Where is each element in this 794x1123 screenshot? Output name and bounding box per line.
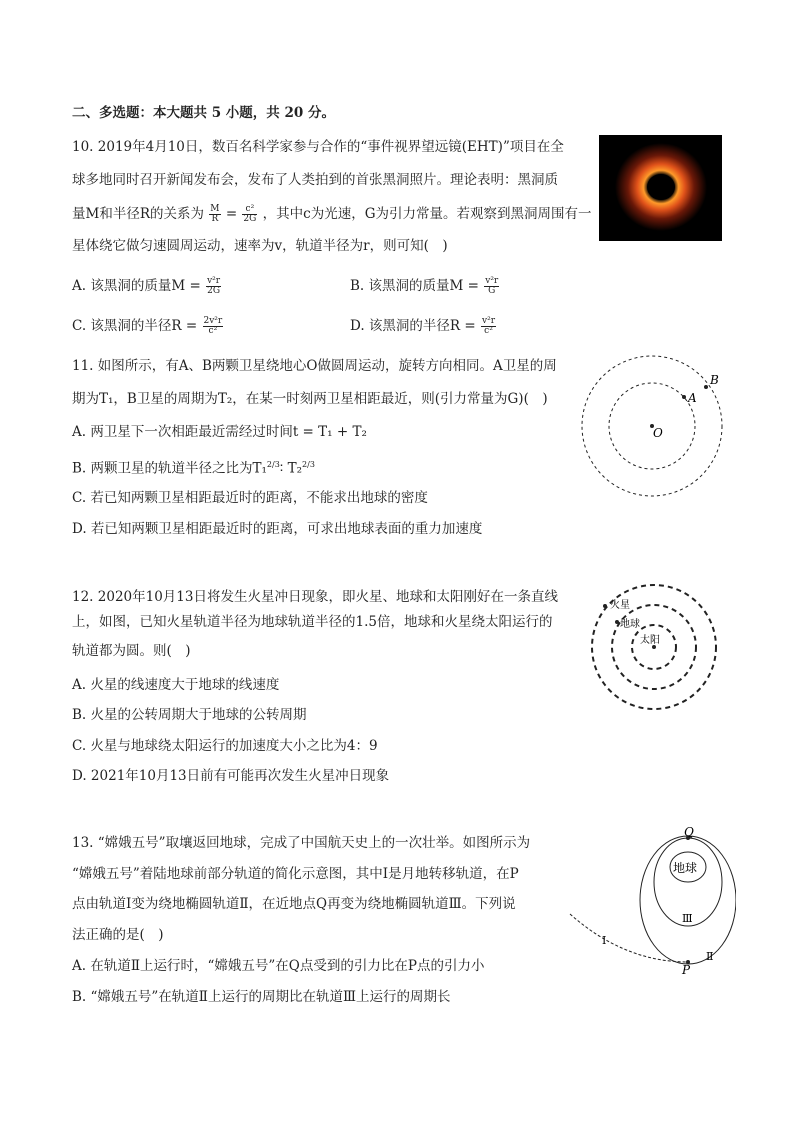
q10-option-b: B. 该黑洞的质量M = $\frac{\text{v²r}}{G}$ (350, 276, 499, 296)
q10-fraction-m-over-r: $\frac{M}{R}$ (210, 204, 220, 224)
change5-orbit-diagram (566, 826, 736, 976)
label-earth: 地球 (620, 619, 640, 630)
label-b: B (710, 373, 719, 387)
q13-line-3: 点由轨道Ⅰ变为绕地椭圆轨道Ⅱ，在近地点Q再变为绕地椭圆轨道Ⅲ。下列说 (72, 896, 516, 912)
q10-line-3: 量M和半径R的关系为 $\frac{M}{R}$ = $\frac{\text{c²}}{2G}$ ，其中c为光速，G为引力常量。若观察到黑洞周围有一 (72, 204, 592, 224)
q10-fraction-c2-over-2g: $\frac{\text{c²}}{2G}$ (243, 204, 257, 224)
q11-line-2: 期为T₁，B卫星的周期为T₂，在某一时刻两卫星相距最近，则(引力常量为G)( ) (72, 391, 548, 407)
label-o: O (653, 426, 663, 440)
satellite-orbit-diagram (580, 350, 740, 502)
mars-opposition-diagram (588, 583, 724, 711)
label-orbit-iii: Ⅲ (682, 912, 693, 925)
q12-line-3: 轨道都为圆。则( ) (72, 643, 191, 659)
satellite-a-dot (682, 395, 686, 399)
q11-option-b: B. 两颗卫星的轨道半径之比为T₁$^{2/3}$∶ T₂$^{2/3}$ (72, 460, 315, 477)
orbit-i (570, 914, 688, 962)
q13-option-b: B. “嫦娥五号”在轨道Ⅱ上运行的周期比在轨道Ⅲ上运行的周期长 (72, 989, 451, 1005)
q11-option-d: D. 若已知两颗卫星相距最近时的距离，可求出地球表面的重力加速度 (72, 521, 483, 537)
label-earth: 地球 (673, 861, 698, 875)
label-orbit-ii: Ⅱ (706, 950, 714, 963)
q12-line-2: 上，如图，已知火星轨道半径为地球轨道半径的1.5倍，地球和火星绕太阳运行的 (72, 614, 553, 630)
q12-option-d: D. 2021年10月13日前有可能再次发生火星冲日现象 (72, 768, 390, 784)
label-mars: 火星 (610, 600, 630, 611)
q10-option-c: C. 该黑洞的半径R = $\frac{\text{2v²r}}{\text{c²}}$ (72, 316, 223, 336)
black-hole-image (599, 135, 722, 241)
q11-option-a: A. 两卫星下一次相距最近需经过时间t = T₁ + T₂ (72, 424, 367, 440)
section-heading: 二、多选题：本大题共 5 小题，共 20 分。 (72, 105, 335, 121)
q12-line-1: 12. 2020年10月13日将发生火星冲日现象，即火星、地球和太阳刚好在一条直线 (72, 589, 558, 605)
label-p: P (682, 963, 691, 976)
label-q: Q (684, 826, 694, 839)
q12-option-b: B. 火星的公转周期大于地球的公转周期 (72, 707, 307, 723)
q10-line-2: 球多地同时召开新闻发布会，发布了人类拍到的首张黑洞照片。理论表明：黑洞质 (72, 172, 558, 188)
orbit-ii (640, 836, 736, 964)
q11-line-1: 11. 如图所示，有A、B两颗卫星绕地心O做圆周运动，旋转方向相同。A卫星的周 (72, 358, 557, 374)
q10-option-a: A. 该黑洞的质量M = $\frac{\text{v²r}}{2G}$ (72, 276, 221, 296)
q13-line-4: 法正确的是( ) (72, 927, 164, 943)
q11-option-c: C. 若已知两颗卫星相距最近时的距离，不能求出地球的密度 (72, 490, 428, 506)
q10-line-4: 星体绕它做匀速圆周运动，速率为v，轨道半径为r，则可知( ) (72, 238, 448, 254)
q13-line-2: “嫦娥五号”着陆地球前部分轨道的简化示意图，其中Ⅰ是月地转移轨道，在P (72, 866, 519, 882)
q10-line-3-text: 量M和半径R的关系为 (72, 206, 204, 222)
q12-option-a: A. 火星的线速度大于地球的线速度 (72, 677, 280, 693)
q12-option-c: C. 火星与地球绕太阳运行的加速度大小之比为4：9 (72, 738, 378, 754)
satellite-b-dot (704, 385, 708, 389)
q13-option-a: A. 在轨道Ⅱ上运行时，“嫦娥五号”在Q点受到的引力比在P点的引力小 (72, 958, 485, 974)
q13-line-1: 13. “嫦娥五号”取壤返回地球，完成了中国航天史上的一次壮举。如图所示为 (72, 835, 531, 851)
q10-line-1: 10. 2019年4月10日，数百名科学家参与合作的“事件视界望远镜(EHT)”项目在全 (72, 139, 564, 155)
label-orbit-i: Ⅰ (602, 934, 607, 947)
label-sun: 太阳 (640, 635, 660, 646)
label-a: A (688, 391, 697, 405)
q10-option-d: D. 该黑洞的半径R = $\frac{\text{v²r}}{\text{c²}}$ (350, 316, 495, 336)
